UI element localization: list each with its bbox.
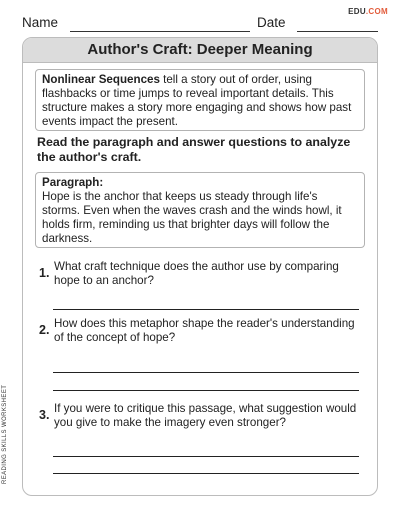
date-label: Date bbox=[257, 15, 286, 30]
question-text: What craft technique does the author use by comparing hope to an anchor? bbox=[54, 260, 339, 287]
side-label: READING SKILLS WORKSHEET bbox=[2, 384, 8, 484]
instruction-text: Read the paragraph and answer questions to analyze the author's craft. bbox=[37, 135, 351, 164]
question-number: 3. bbox=[39, 408, 50, 422]
answer-line[interactable] bbox=[53, 309, 359, 310]
answer-line[interactable] bbox=[53, 372, 359, 373]
question-number: 2. bbox=[39, 323, 50, 337]
name-date-header bbox=[22, 15, 378, 35]
definition-term: Nonlinear Sequences bbox=[42, 73, 160, 86]
paragraph-text: Hope is the anchor that keeps us steady through life's storms. Even when the waves crash and the winds howl, it holds firm, reminding us that brighter days will follow the darkness. bbox=[42, 190, 342, 245]
logo-suffix: .COM bbox=[365, 7, 388, 16]
answer-line[interactable] bbox=[53, 473, 359, 474]
name-label: Name bbox=[22, 15, 59, 30]
worksheet-card bbox=[22, 37, 378, 496]
question-text: How does this metaphor shape the reader's understanding of the concept of hope? bbox=[54, 317, 355, 344]
answer-line[interactable] bbox=[53, 456, 359, 457]
worksheet-title: Author's Craft: Deeper Meaning bbox=[23, 38, 377, 63]
date-field-line[interactable] bbox=[297, 31, 378, 32]
name-field-line[interactable] bbox=[70, 31, 250, 32]
question-number: 1. bbox=[39, 266, 50, 280]
definition-box bbox=[35, 69, 365, 131]
answer-line[interactable] bbox=[53, 390, 359, 391]
paragraph-box bbox=[35, 172, 365, 248]
paragraph-label: Paragraph: bbox=[42, 176, 104, 189]
question-text: If you were to critique this passage, what suggestion would you give to make the imagery even stronger? bbox=[54, 402, 357, 429]
definition-text: tell a story out of order, using flashbacks or time jumps to reveal important details. This structure makes a story more engaging and shows how past events impact the present. bbox=[42, 73, 352, 128]
logo-main: EDU bbox=[348, 7, 366, 16]
